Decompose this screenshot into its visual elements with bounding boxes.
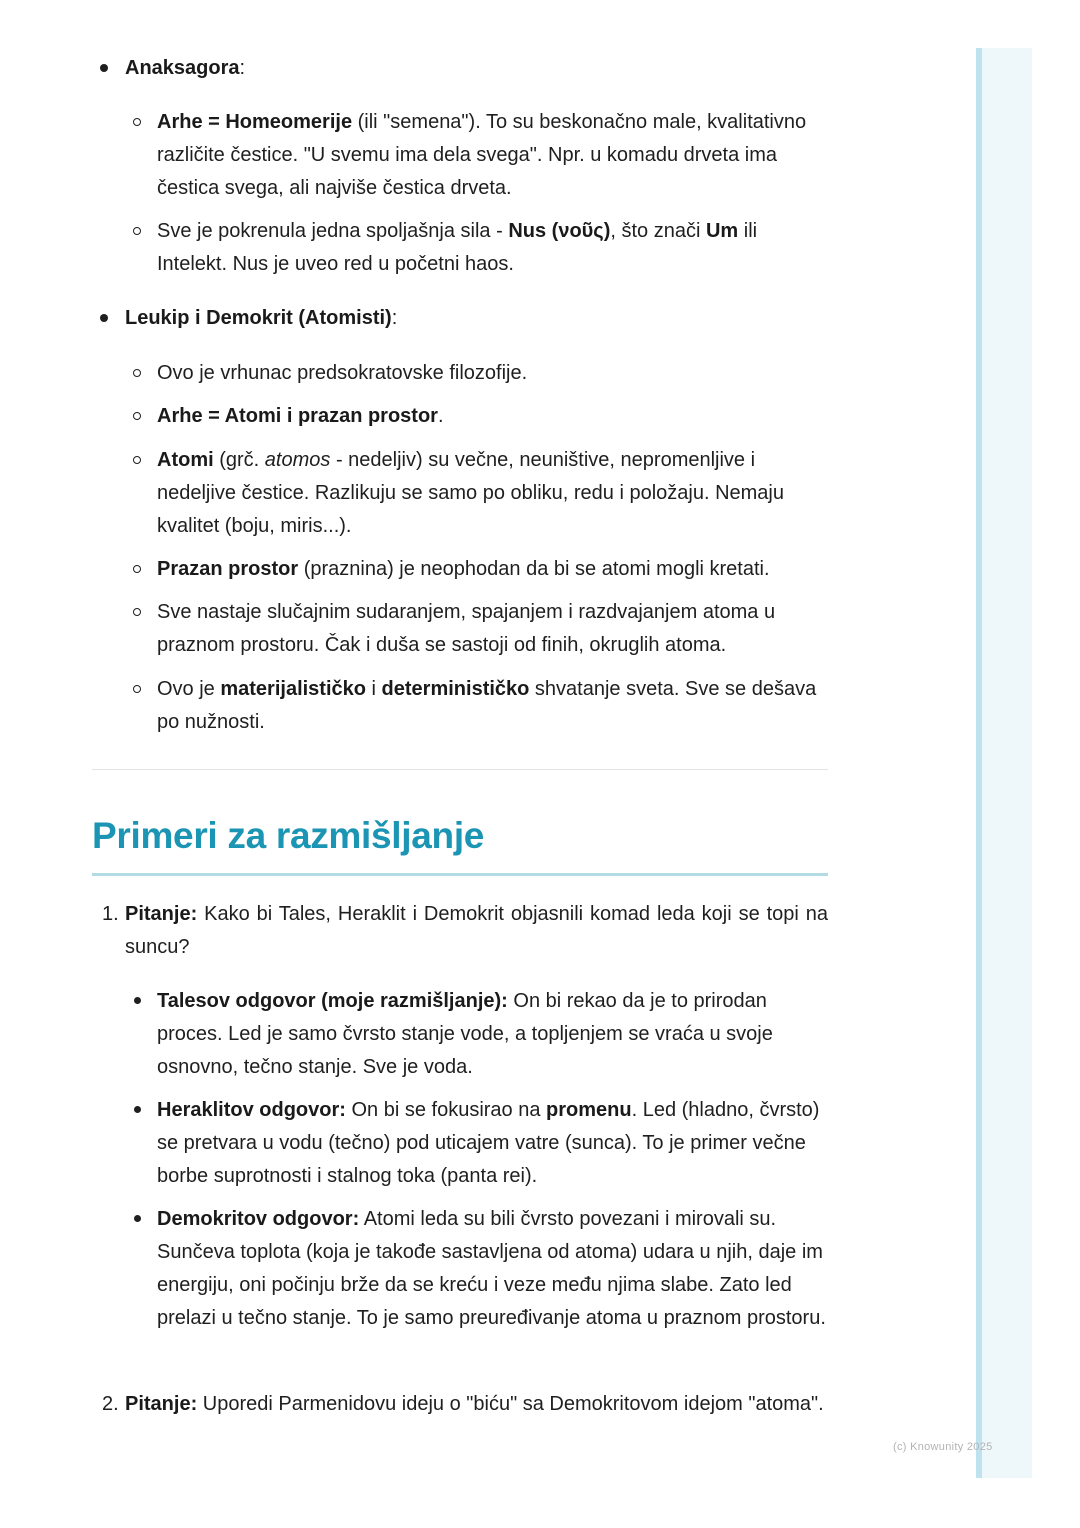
- heading-underline: [92, 873, 828, 876]
- circle-bullet-icon: [133, 456, 141, 464]
- section-heading: Primeri za razmišljanje: [92, 815, 485, 856]
- atomisti-item-2: Arhe = Atomi i prazan prostor.: [157, 405, 444, 427]
- circle-bullet-icon: [133, 227, 141, 235]
- circle-bullet-icon: [133, 369, 141, 377]
- answer-demokrit: Demokritov odgovor: Atomi leda su bili čvrsto povezani i mirovali su. Sunčeva toplota (koja je takođe sastavljena od atoma) udara u njih, daje im energiju, oni počinju brže da se kreću i veze među njima slabe. Zato led prelazi u tečno stanje. To je samo preuređivanje atoma u praznom prostoru.: [157, 1208, 826, 1329]
- circle-bullet-icon: [133, 608, 141, 616]
- anaksagora-item-1: Arhe = Homeomerije (ili "semena"). To su beskonačno male, kvalitativno različite čestice. "U svemu ima dela svega". Npr. u komadu drveta ima čestica svega, ali najviše čestica drveta.: [157, 111, 807, 199]
- bullet-icon: [134, 1215, 141, 1222]
- question-1: Pitanje: Kako bi Tales, Heraklit i Demokrit objasnili komad leda koji se topi na suncu?: [125, 903, 828, 958]
- atomisti-item-4: Prazan prostor (praznina) je neophodan da bi se atomi mogli kretati.: [157, 558, 770, 580]
- philosopher-atomisti: Leukip i Demokrit (Atomisti):: [125, 307, 398, 329]
- sidebar-accent-line: [976, 48, 982, 1478]
- question-number: 2.: [102, 1393, 119, 1415]
- bullet-icon: [100, 64, 108, 72]
- atomisti-item-5: Sve nastaje slučajnim sudaranjem, spajanjem i razdvajanjem atoma u praznom prostoru. Čak i duša se sastoji od finih, okruglih atoma.: [157, 601, 776, 656]
- answer-heraklit: Heraklitov odgovor: On bi se fokusirao na promenu. Led (hladno, čvrsto) se pretvara u vodu (tečno) pod uticajem vatre (sunca). To je primer večne borbe suprotnosti i stalnog toka (panta rei).: [157, 1099, 820, 1187]
- circle-bullet-icon: [133, 565, 141, 573]
- circle-bullet-icon: [133, 685, 141, 693]
- circle-bullet-icon: [133, 118, 141, 126]
- sidebar-panel: [976, 48, 1032, 1478]
- section-divider: [92, 769, 828, 770]
- bullet-icon: [134, 1106, 141, 1113]
- atomisti-item-1: Ovo je vrhunac predsokratovske filozofije.: [157, 362, 528, 384]
- bullet-icon: [134, 997, 141, 1004]
- bullet-icon: [100, 314, 108, 322]
- question-2: Pitanje: Uporedi Parmenidovu ideju o "biću" sa Demokritovom idejom "atoma".: [125, 1393, 824, 1415]
- philosopher-anaksagora: Anaksagora:: [125, 57, 246, 79]
- question-number: 1.: [102, 903, 119, 925]
- watermark: (c) Knowunity 2025: [893, 1441, 993, 1453]
- circle-bullet-icon: [133, 412, 141, 420]
- atomisti-item-3: Atomi (grč. atomos - nedeljiv) su večne, neuništive, nepromenljive i nedeljive čestice. Razlikuju se samo po obliku, redu i položaju. Nemaju kvalitet (boju, miris...).: [157, 449, 784, 537]
- anaksagora-item-2: Sve je pokrenula jedna spoljašnja sila - Nus (νοῦς), što znači Um ili Intelekt. Nus je uveo red u početni haos.: [157, 220, 758, 275]
- atomisti-item-6: Ovo je materijalističko i determinističko shvatanje sveta. Sve se dešava po nužnosti.: [157, 678, 817, 733]
- answer-tales: Talesov odgovor (moje razmišljanje): On bi rekao da je to prirodan proces. Led je samo čvrsto stanje vode, a topljenjem se vraća u svoje osnovno, tečno stanje. Sve je voda.: [157, 990, 773, 1078]
